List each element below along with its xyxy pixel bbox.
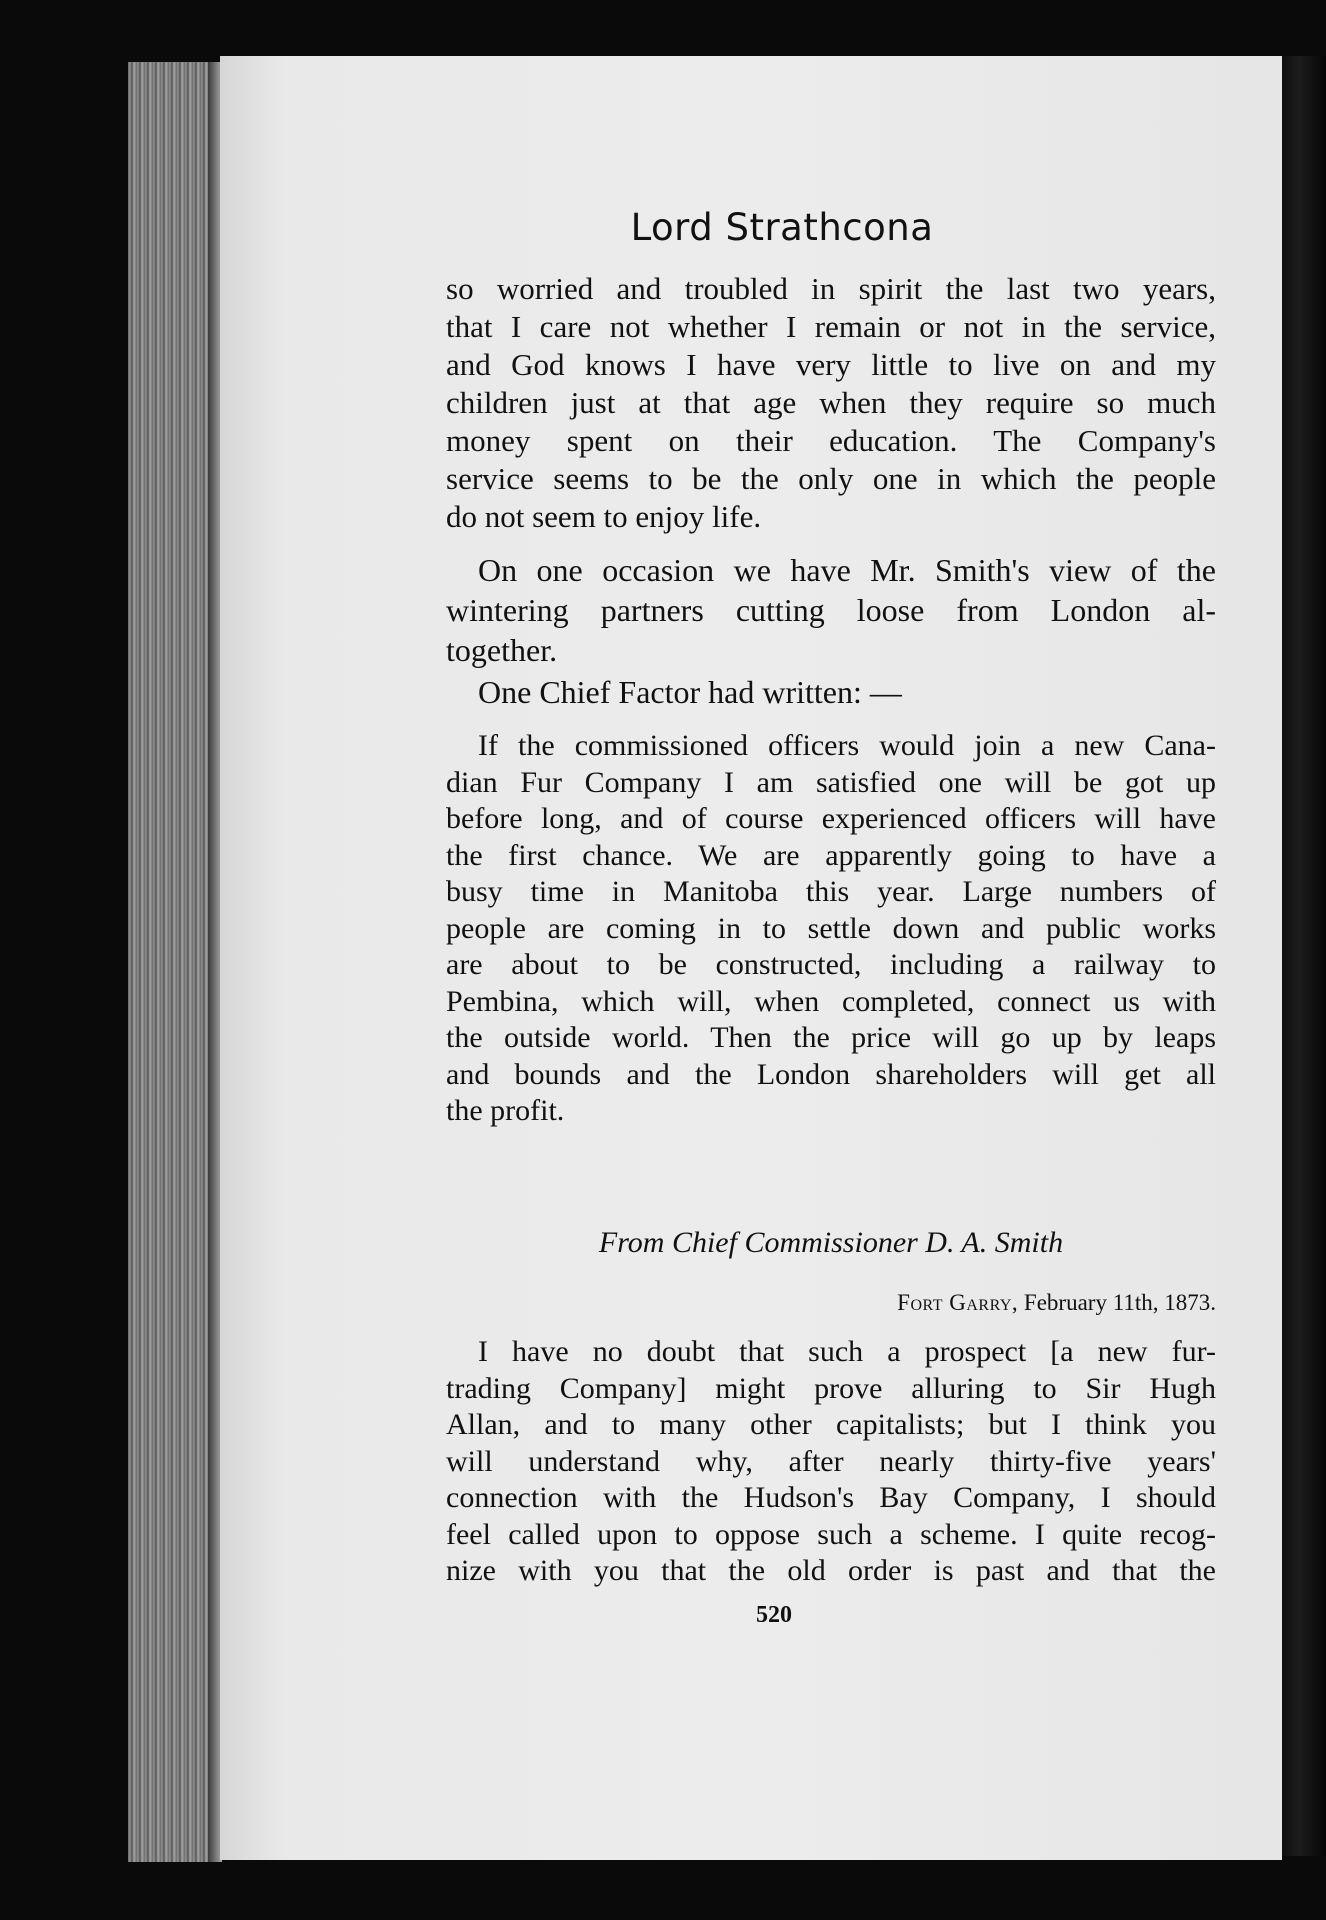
text-line: before long, and of course experienced officers will have <box>446 802 1216 835</box>
dateline <box>446 1290 1216 1316</box>
text-line: service seems to be the only one in which the people <box>446 461 1216 496</box>
text-line: If the commissioned officers would join a new Cana- <box>478 729 1216 762</box>
text-line: trading Company] might prove alluring to Sir Hugh <box>446 1371 1216 1405</box>
text-line: Allan, and to many other capitalists; but I think you <box>446 1408 1216 1441</box>
text-line: the first chance. We are apparently going to have a <box>446 838 1216 872</box>
text-line: One Chief Factor had written: — <box>478 674 902 710</box>
quotation-1 <box>446 728 1216 1130</box>
paragraph-2 <box>446 550 1216 670</box>
text-line: so worried and troubled in spirit the last two years, <box>446 271 1216 306</box>
book-page-edge <box>128 62 220 1862</box>
text-line: nize with you that the old order is past and that the <box>446 1554 1216 1587</box>
text-line: wintering partners cutting loose from London al- <box>446 592 1216 628</box>
text-line: feel called upon to oppose such a scheme. I quite recog- <box>446 1517 1216 1551</box>
text-line: the profit. <box>446 1094 565 1127</box>
letter-heading: From Chief Commissioner D. A. Smith <box>598 1226 1064 1259</box>
text-line: do not seem to enjoy life. <box>446 499 762 534</box>
text-line: will understand why, after nearly thirty-five years' <box>446 1444 1216 1478</box>
text-line: money spent on their education. The Company's <box>446 423 1216 458</box>
dateline-place: Fort Garry, <box>897 1290 1019 1315</box>
text-line: children just at that age when they require so much <box>446 385 1216 420</box>
text-line: the outside world. Then the price will go up by leaps <box>446 1021 1216 1054</box>
book-page <box>220 56 1282 1860</box>
text-line: people are coming in to settle down and public works <box>446 911 1216 945</box>
text-line: together. <box>446 632 558 668</box>
text-line: that I care not whether I remain or not in the service, <box>446 309 1216 344</box>
paragraph-3 <box>446 672 1216 712</box>
text-line: busy time in Manitoba this year. Large numbers of <box>446 875 1216 908</box>
quotation-2 <box>446 1334 1216 1590</box>
running-head: Lord Strathcona <box>630 206 934 249</box>
text-line: I have no doubt that such a prospect [a new fur- <box>478 1335 1216 1368</box>
paragraph-1 <box>446 270 1216 536</box>
book-right-edge <box>1282 56 1326 1856</box>
text-line: On one occasion we have Mr. Smith's view of the <box>478 552 1216 588</box>
text-line: and bounds and the London shareholders will get all <box>446 1057 1216 1091</box>
page-number: 520 <box>756 1602 792 1628</box>
text-line: dian Fur Company I am satisfied one will be got up <box>446 765 1216 799</box>
text-line: are about to be constructed, including a railway to <box>446 948 1216 981</box>
text-line: and God knows I have very little to live on and my <box>446 347 1216 382</box>
dateline-date: February 11th, 1873. <box>1023 1290 1216 1315</box>
text-line: connection with the Hudson's Bay Company, I should <box>446 1481 1216 1514</box>
text-line: Pembina, which will, when completed, connect us with <box>446 984 1216 1018</box>
